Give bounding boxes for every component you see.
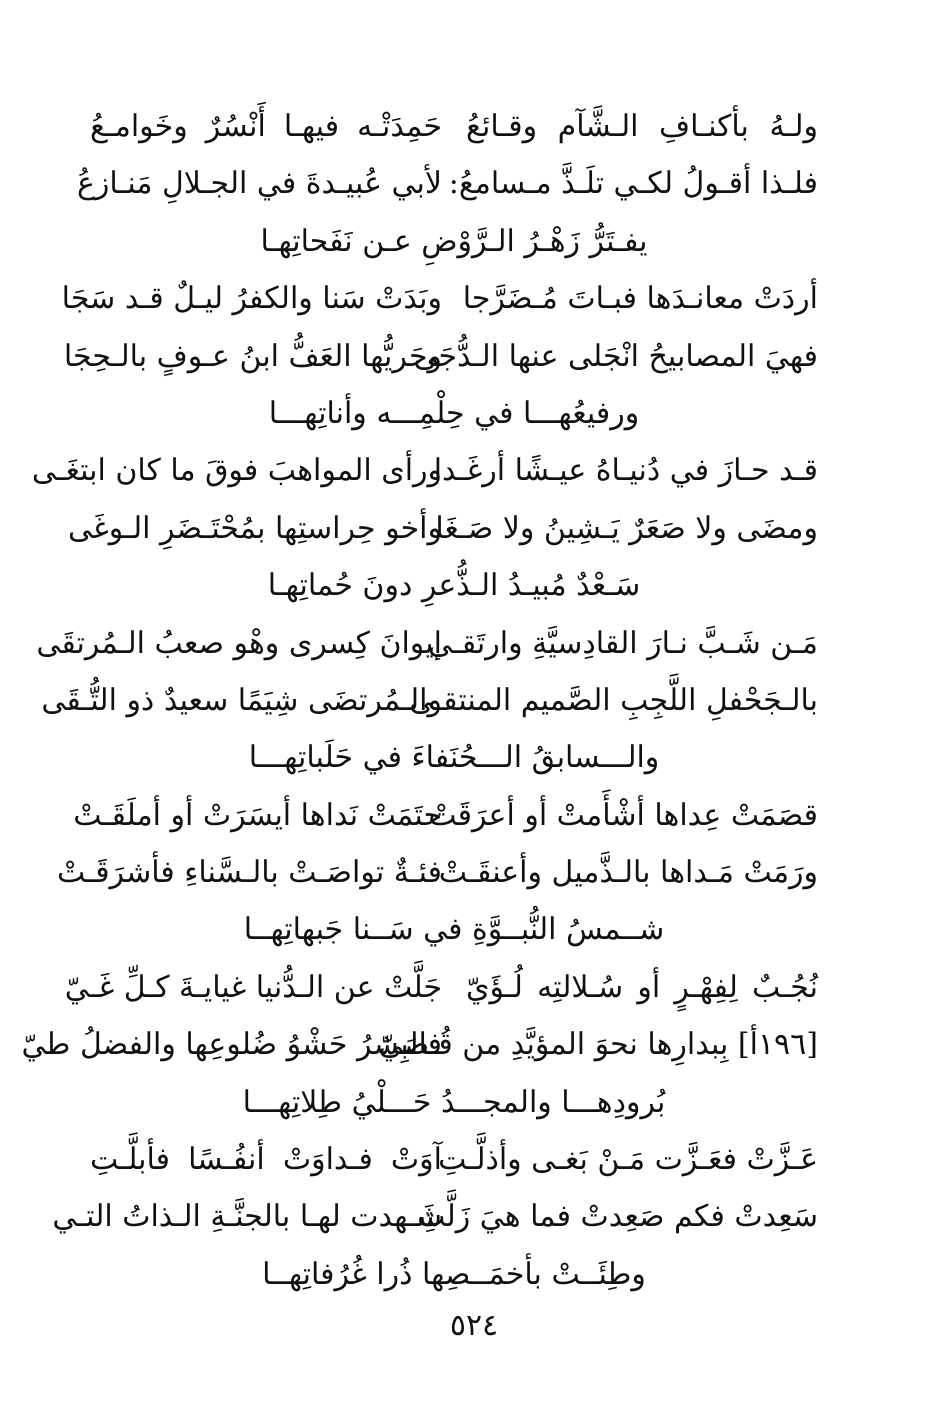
first-hemistich: عَـزَّتْ فعَـزَّت مَـنْ بَغـى وأذلَّـتِ: [438, 1142, 818, 1178]
refrain-text: شــمسُ النُّبــوَّةِ في سَــنا جَبهاتِهــا: [243, 912, 665, 948]
first-hemistich: [١٩٦أ] بِبدارِها نحوَ المؤيَّدِ من قُـصَيّ: [378, 1027, 818, 1063]
first-hemistich: قـد حـازَ في دُنيـاهُ عيـشًا أرغَـدا: [433, 453, 818, 489]
couplet-line: [90, 1131, 818, 1188]
second-hemistich: والـمُرتضَى شِيَمًا سعيدٌ ذو التُّـقَى: [41, 682, 442, 718]
couplet-line: [31, 442, 818, 499]
second-hemistich: جَلَّتْ عن الـدُّنيا غيايـةَ كـلِّ غَـيّ: [64, 969, 442, 1005]
first-hemistich: ورَمَتْ مَـداها بالـذَّميل وأعنقَـتْ: [438, 855, 818, 891]
refrain-text: وطِئَــتْ بأخمَــصِها ذُرا غُرُفاتِهــا: [262, 1256, 646, 1292]
second-hemistich: وأخو حِراستِها بمُحْتَـضَرِ الـوغَى: [68, 510, 442, 546]
couplet-line: [90, 98, 818, 155]
first-hemistich: مَـن شَـبَّ نـارَ القادِسيَّةِ وارتَقـى: [427, 625, 818, 661]
second-hemistich: فالبِشرُ حَشْوُ ضُلوعِها والفضلُ طيّ: [21, 1027, 442, 1063]
second-hemistich: حتَمَتْ نَداها أيسَرَتْ أو أملَقَـتْ: [73, 797, 442, 833]
first-hemistich: نُجُـبٌ لِفِهْـرٍ أو سُـلالتِه لُـؤَيّ: [466, 969, 818, 1005]
refrain-line: [90, 385, 818, 442]
refrain-line: [90, 213, 818, 270]
couplet-line: [56, 844, 818, 901]
second-hemistich: حَمِدَتْـه فيهـا أَنْسُرٌ وخَوامـعُ: [90, 109, 442, 144]
second-hemistich: وبَدَتْ سَنا والكفرُ ليـلٌ قـد سَجَا: [61, 281, 442, 317]
second-hemistich: آوَتْ فـداوَتْ أنفُـسًا فأبلَّـتِ: [90, 1142, 442, 1178]
couplet-line: [61, 270, 818, 327]
couplet-line: [52, 1188, 818, 1245]
couplet-line: [68, 500, 818, 557]
second-hemistich: ورأى المواهبَ فوقَ ما كان ابتغَـى: [31, 453, 442, 489]
refrain-text: ورفيعُهـــا في حِلْمِـــه وأناتِهـــا: [268, 395, 640, 431]
refrain-line: [90, 557, 818, 614]
refrain-line: [90, 1246, 818, 1303]
first-hemistich: سَعِدتْ فكم صَعِدتْ فما هيَ زَلَّتِ: [417, 1199, 818, 1235]
refrain-line: [90, 1074, 818, 1131]
second-hemistich: فئـةٌ تواصَـتْ بالـسَّناءِ فأشرَقَـتْ: [56, 855, 442, 891]
couplet-line: [77, 155, 818, 212]
poem-body: [21, 98, 818, 1303]
first-hemistich: بالـجَحْفلِ اللَّجِبِ الصَّميم المنتقـى: [409, 682, 818, 718]
first-hemistich: ومضَى ولا صَعَرٌ يَـشِينُ ولا صَـغَا: [435, 510, 818, 546]
page-number: ٥٢٤: [449, 1308, 499, 1343]
refrain-text: يفـتَرُّ زَهْـرُ الـرَّوْضِ عـن نَفَحاتِهـا: [260, 223, 648, 259]
refrain-text: سَـعْدٌ مُبيـدُ الـذُّعرِ دونَ حُماتِهـا: [267, 568, 641, 604]
refrain-text: والـــسابقُ الـــحُنَفاءَ في حَلَباتِهـــا: [248, 740, 660, 776]
second-hemistich: لأبي عُبيـدةَ في الجـلالِ مَنـازعُ: [77, 166, 442, 202]
first-hemistich: فلـذا أقـولُ لكـي تلَـذَّ مـسامعُ:: [448, 166, 818, 202]
first-hemistich: أردَتْ معانـدَها فبـاتَ مُـضَرَّجا: [462, 281, 818, 317]
refrain-text: بُرودِهـــا والمجـــدُ حَـــلْيُ طِلاتِهـــا: [242, 1084, 666, 1120]
couplet-line: [36, 615, 818, 672]
couplet-line: [41, 672, 818, 729]
refrain-line: [90, 729, 818, 786]
first-hemistich: ولـهُ بأكنـافِ الـشَّآم وقـائعُ: [466, 109, 818, 144]
couplet-line: [63, 328, 818, 385]
second-hemistich: إيوانَ كِسرى وهْو صعبُ الـمُرتقَى: [36, 625, 442, 661]
refrain-line: [90, 901, 818, 958]
first-hemistich: قصَمَتْ عِداها أشْأَمتْ أو أعرَقَتْ: [428, 797, 818, 833]
couplet-line: [73, 787, 818, 844]
first-hemistich: فهيَ المصابيحُ انْجَلى عنها الـدُّجَى: [413, 338, 818, 374]
couplet-line: [21, 1016, 818, 1073]
second-hemistich: وحَريُّها العَفُّ ابنُ عـوفٍ بالـحِجَا: [63, 338, 442, 374]
second-hemistich: شَـهدت لهـا بالجنَّـةِ الـذاتُ التـي: [52, 1199, 442, 1235]
couplet-line: [64, 959, 818, 1016]
